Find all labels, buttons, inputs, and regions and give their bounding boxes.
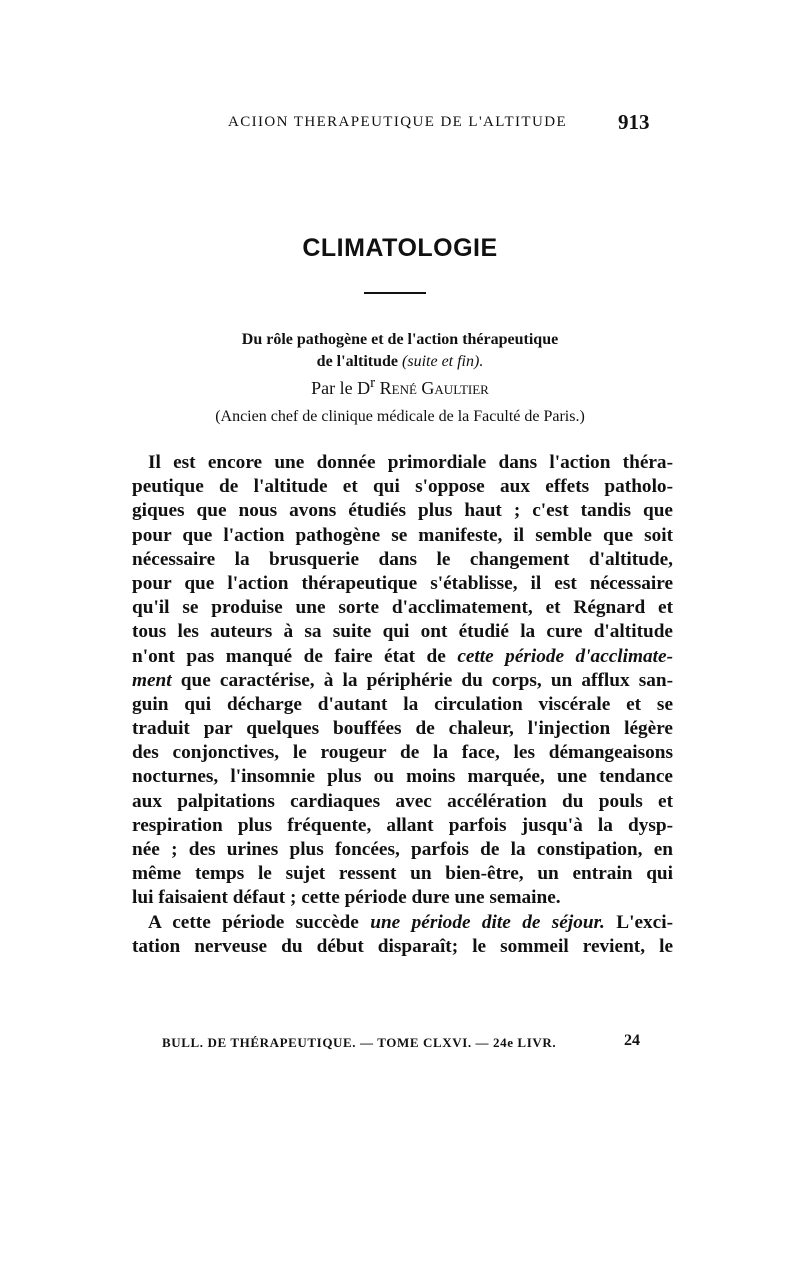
body-line: tation nerveuse du début disparaît; le sommeil revient, le [132,935,673,957]
body-line: pour que l'action pathogène se manifeste, il semble que soit [132,524,673,546]
body-line: des conjonctives, le rougeur de la face, les démangeaisons [132,742,673,764]
article-title-line-2 [0,351,800,373]
body-line: même temps le sujet ressent un bien-être, un entrain qui [132,863,673,885]
body-text-run: A cette période succède [148,911,359,933]
body-line: lui faisaient défaut ; cette période dure une semaine. [132,887,561,909]
byline-superscript: r [370,375,376,391]
body-line: peutique de l'altitude et qui s'oppose aux effets patholo- [132,476,673,498]
body-line [132,669,673,693]
body-line: guin qui décharge d'autant la circulation viscérale et se [132,693,673,715]
author-affiliation: (Ancien chef de clinique médicale de la Faculté de Paris.) [215,408,585,425]
byline-prefix: Par le D [311,378,371,398]
page-footer [162,1032,640,1051]
running-head: ACIION THERAPEUTIQUE DE L'ALTITUDE [228,114,568,130]
footer-signature-number: 24 [624,1032,640,1049]
body-line: tous les auteurs à sa suite qui ont étudié la cure d'altitude [132,621,673,643]
body-line [132,645,673,669]
body-line: respiration plus fréquente, allant parfois jusqu'à la dysp- [132,814,673,836]
section-title: CLIMATOLOGIE [302,234,498,262]
body-text-run: n'ont pas manqué de faire état de [132,645,446,667]
body-italic-run: ment [132,669,172,691]
page-number: 913 [618,110,650,134]
body-line: traduit par quelques bouffées de chaleur, l'injection légère [132,718,673,740]
byline [0,375,800,399]
body-italic-run: une période dite de séjour. [370,911,605,933]
body-text-run: que caractérise, à la périphérie du corps, un afflux san- [180,669,673,691]
title-rule [364,292,426,294]
author-name: René Gaultier [379,378,489,398]
body-line: Il est encore une donnée primordiale dans l'action théra- [148,452,673,473]
article-title [0,329,800,373]
article-title-line-2-italic: (suite et fin). [402,353,484,370]
body-line: aux palpitations cardiaques avec accélération du pouls et [132,790,673,812]
body-line: pour que l'action thérapeutique s'établisse, il est nécessaire [132,572,673,594]
body-paragraphs [132,451,673,959]
body-line [132,911,673,935]
footer-journal-info: BULL. DE THÉRAPEUTIQUE. — TOME CLXVI. — 24e LIVR. [162,1035,557,1050]
article-title-line-2-text: de l'altitude [316,353,399,370]
body-line: giques que nous avons étudiés plus haut ; c'est tandis que [132,500,673,522]
body-text-run: L'exci- [616,911,673,933]
body-line: née ; des urines plus foncées, parfois de la constipation, en [132,839,673,860]
body-line: nocturnes, l'insomnie plus ou moins marquée, une tendance [132,766,673,788]
body-italic-run: cette période d'acclimate- [457,645,673,667]
article-title-line-1: Du rôle pathogène et de l'action thérapeutique [241,331,559,348]
body-line: qu'il se produise une sorte d'acclimatement, et Régnard et [132,597,673,619]
body-line: nécessaire la brusquerie dans le changement d'altitude, [132,548,673,570]
